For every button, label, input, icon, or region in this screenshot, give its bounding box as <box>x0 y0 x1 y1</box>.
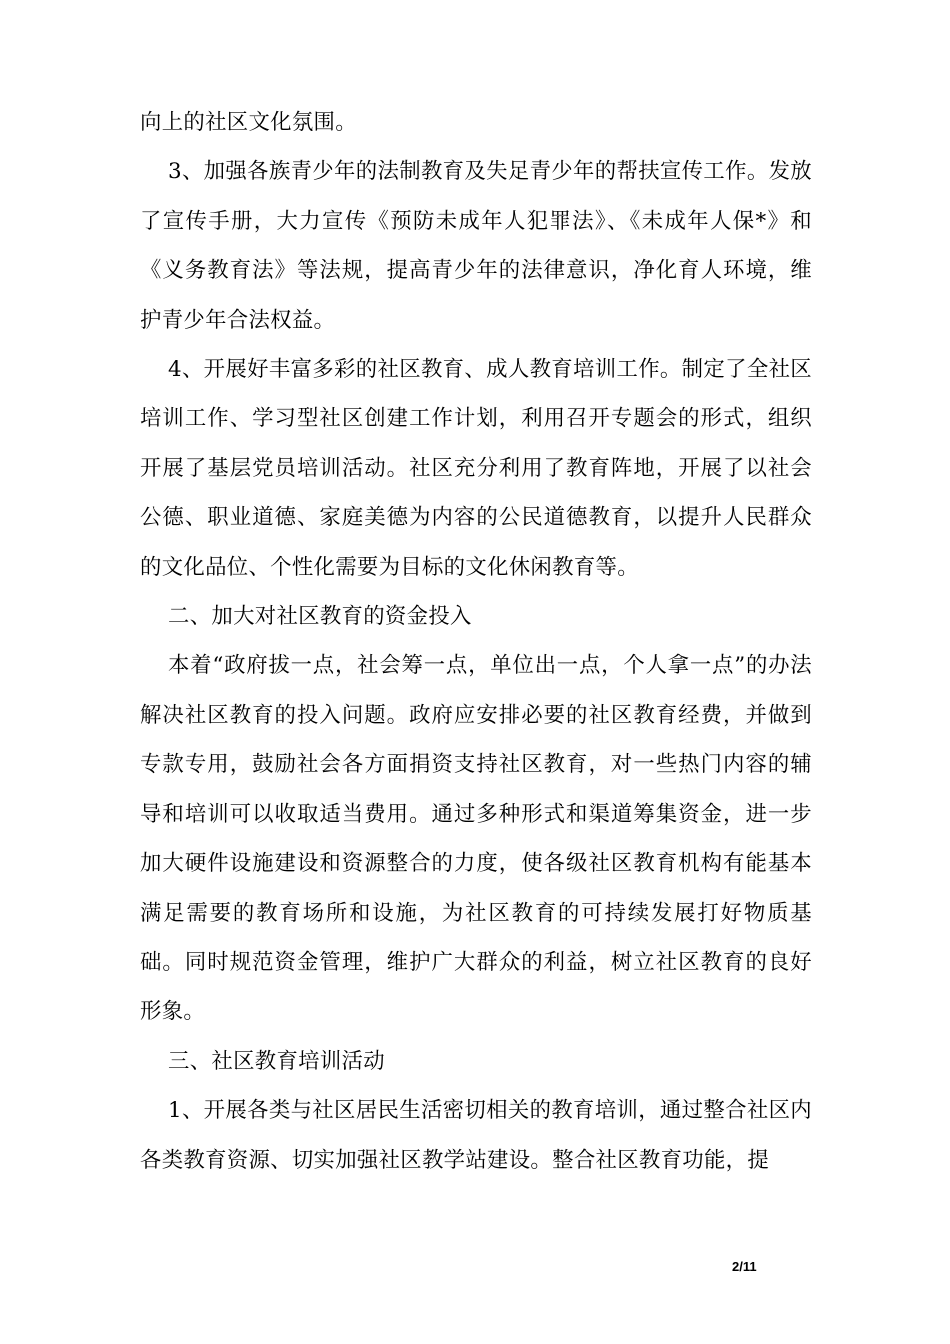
paragraph-1: 向上的社区文化氛围。 <box>140 110 357 135</box>
paragraph-5: 本着“政府拔一点，社会筹一点，单位出一点，个人拿一点”的办法解决社区教育的投入问题。政府应安排必要的社区教育经费，并做到专款专用，鼓励社会各方面捐资支持社区教育，对一些热门内容的辅导和培训可以收取适当费用。通过多种形式和渠道筹集资金，进一步加大硬件设施建设和资源整合的力度，使各级社区教育机构有能基本满足需要的教育场所和设施，为社区教育的可持续发展打好物质基础。同时规范资金管理，维护广大群众的利益，树立社区教育的良好形象。 <box>140 653 812 1025</box>
paragraph-2: 3、加强各族青少年的法制教育及失足青少年的帮扶宣传工作。发放了宣传手册，大力宣传《预防未成年人犯罪法》、《未成年人保*》和《义务教育法》等法规，提高青少年的法律意识，净化育人环境，维护青少年合法权益。 <box>140 159 812 333</box>
document-body <box>140 98 812 1185</box>
section-heading-2: 二、加大对社区教育的资金投入 <box>168 604 472 630</box>
page-number: 2/11 <box>732 1259 757 1274</box>
paragraph-7: 1、开展各类与社区居民生活密切相关的教育培训，通过整合社区内各类教育资源、切实加强社区教学站建设。整合社区教育功能，提 <box>140 1098 812 1173</box>
section-heading-3: 三、社区教育培训活动 <box>168 1048 385 1074</box>
paragraph-3: 4、开展好丰富多彩的社区教育、成人教育培训工作。制定了全社区培训工作、学习型社区创建工作计划，利用召开专题会的形式，组织开展了基层党员培训活动。社区充分利用了教育阵地，开展了以社会公德、职业道德、家庭美德为内容的公民道德教育，以提升人民群众的文化品位、个性化需要为目标的文化休闲教育等。 <box>140 357 812 580</box>
